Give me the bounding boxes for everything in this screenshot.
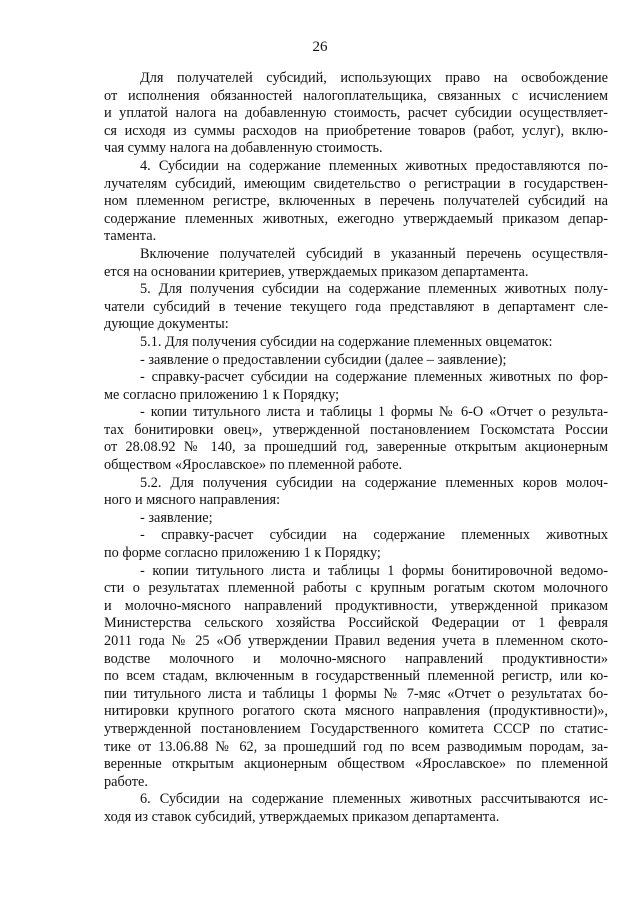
text-line: 6. Субсидии на содержание племенных животных рассчитываются ис- <box>140 791 608 808</box>
text-line: Министерства сельского хозяйства Российской Федерации от 1 февраля <box>104 615 608 632</box>
text-line: - справку-расчет субсидии на содержание племенных животных по фор- <box>140 369 608 386</box>
text-line: от исполнения обязанностей налогоплательщика, связанных с исчислением <box>104 87 608 104</box>
text-line: - справку-расчет субсидии на содержание племенных животных <box>140 527 608 544</box>
text-line: по всем стадам, включенным в государственный племенной регистр, или ко- <box>104 668 608 685</box>
page-number: 26 <box>312 39 328 55</box>
text-line: Для получателей субсидий, использующих право на освобождение <box>140 70 608 86</box>
text-line: 2011 года № 25 «Об утверждении Правил ведения учета в племенном ското- <box>104 633 608 649</box>
text-line: тамента. <box>104 228 157 245</box>
text-line: и молочно-мясного направлений продуктивности, утвержденной приказом <box>104 597 608 614</box>
text-line: - копии титульного листа и таблицы 1 формы № 6-О «Отчет о результа- <box>140 404 608 421</box>
text-line: ного и мясного направления: <box>104 492 281 509</box>
text-line: пии титульного листа и таблицы 1 формы № 7-мяс «Отчет о результатах бо- <box>104 685 608 702</box>
text-line: 4. Субсидии на содержание племенных животных предоставляются по- <box>140 157 608 174</box>
text-line: нитировки крупного рогатого скота мясного направления (продуктивности)», <box>104 703 608 720</box>
text-line: 5.2. Для получения субсидии на содержание племенных коров молоч- <box>140 474 608 491</box>
text-line: веренные открытым акционерным обществом «Ярославское» по племенной <box>104 756 608 773</box>
text-line: - заявление; <box>140 509 213 526</box>
text-line: сти о результатах племенной работы с крупным рогатым скотом молочного <box>104 580 608 597</box>
text-line: ется на основании критериев, утверждаемых приказом департамента. <box>104 263 529 280</box>
body-text <box>104 70 608 827</box>
text-line: 5.1. Для получения субсидии на содержание племенных овцематок: <box>140 333 553 350</box>
text-line: тах бонитировки овец», утвержденной постановлением Госкомстата России <box>104 421 608 438</box>
text-line: чатели субсидий в течение текущего года представляют в департамент сле- <box>104 298 608 315</box>
text-line: ном племенном регистре, включенных в перечень получателей субсидий на <box>104 193 608 210</box>
text-line: от 28.08.92 № 140, за прошедший год, заверенные открытым акционерным <box>104 439 608 456</box>
text-line: водстве молочного и молочно-мясного направлений продуктивности» <box>104 650 608 667</box>
text-line: 5. Для получения субсидии на содержание племенных животных полу- <box>140 281 608 298</box>
text-line: лучателям субсидий, имеющим свидетельство о регистрации в государствен- <box>104 175 608 192</box>
text-line: ходя из ставок субсидий, утверждаемых приказом департамента. <box>104 808 500 825</box>
text-line: ся исходя из суммы расходов на приобретение товаров (работ, услуг), вклю- <box>104 122 608 139</box>
text-line: чая сумму налога на добавленную стоимость. <box>104 140 383 157</box>
text-line: утвержденной постановлением Государственного комитета СССР по статис- <box>104 720 608 737</box>
text-line: тике от 13.06.88 № 62, за прошедший год по всем разводимым породам, за- <box>104 738 608 755</box>
text-line: дующие документы: <box>104 316 229 333</box>
text-line: содержание племенных животных, ежегодно утверждаемый приказом депар- <box>104 210 608 227</box>
text-line: работе. <box>104 773 148 790</box>
text-line: - заявление о предоставлении субсидии (далее – заявление); <box>140 351 507 368</box>
text-line: Включение получателей субсидий в указанный перечень осуществля- <box>140 245 608 262</box>
text-line: обществом «Ярославское» по племенной работе. <box>104 457 403 474</box>
text-line: - копии титульного листа и таблицы 1 формы бонитировочной ведомо- <box>140 562 608 579</box>
text-line: ме согласно приложению 1 к Порядку; <box>104 386 340 403</box>
text-line: и уплатой налога на добавленную стоимость, расчет субсидии осуществляет- <box>104 105 608 122</box>
text-line: по форме согласно приложению 1 к Порядку; <box>104 545 381 562</box>
